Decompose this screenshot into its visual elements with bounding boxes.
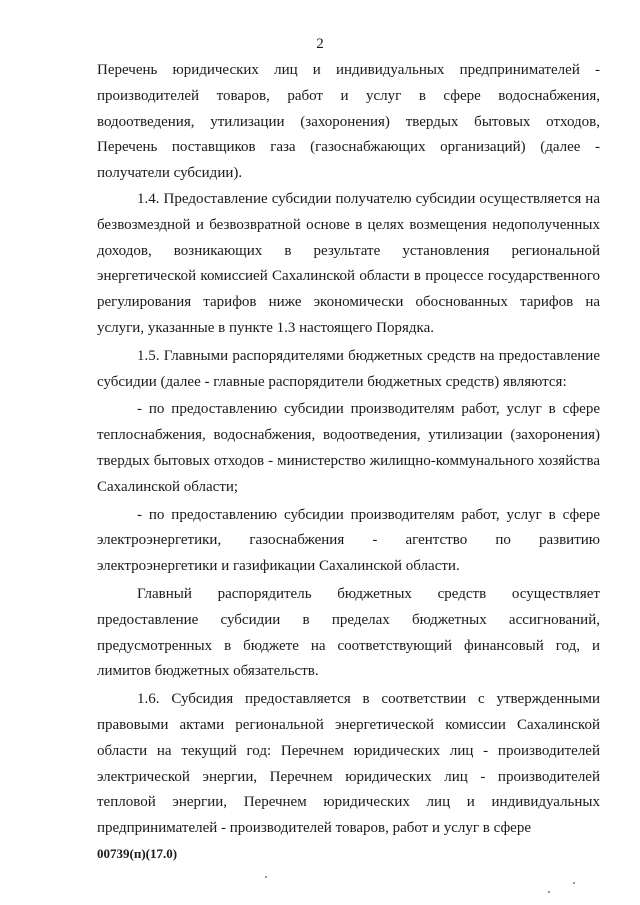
paragraph-heat-water-ministry: - по предоставлению субсидии производителям работ, услуг в сфере теплоснабжения, водоснабжения, водоотведения, утилизации (захоронения) твердых бытовых отходов - министерство жилищно-коммунального хозяйства Сахалинской области; <box>97 401 600 495</box>
paragraph-1-4: 1.4. Предоставление субсидии получателю субсидии осуществляется на безвозмездной и безвозвратной основе в целях возмещения недополученных доходов, возникающих в результате установления региональной энергетической комиссией Сахалинской области в процессе государственного регулирования тарифов ниже экономически обоснованных тарифов на услуги, указанные в пункте 1.3 настоящего Порядка. <box>97 190 600 336</box>
document-body <box>97 58 600 842</box>
document-code: 00739(п)(17.0) <box>97 846 178 861</box>
scan-speck <box>573 882 575 884</box>
paragraph-1-5: 1.5. Главными распорядителями бюджетных средств на предоставление субсидии (далее - главные распорядители бюджетных средств) являются: <box>97 347 600 390</box>
page-number: 2 <box>316 36 324 52</box>
scan-speck <box>548 891 550 893</box>
paragraph-main-distributor: Главный распорядитель бюджетных средств осуществляет предоставление субсидии в пределах бюджетных ассигнований, предусмотренных в бюджете на соответствующий финансовый год, и лимитов бюджетных обязательств. <box>97 585 600 680</box>
paragraph-recipients-list: Перечень юридических лиц и индивидуальных предпринимателей - производителей товаров, работ и услуг в сфере водоснабжения, водоотведения, утилизации (захоронения) твердых бытовых отходов, Перечень поставщиков газа (газоснабжающих организаций) (далее - получатели субсидии). <box>97 62 600 182</box>
paragraph-1-6: 1.6. Субсидия предоставляется в соответствии с утвержденными правовыми актами региональной энергетической комиссии Сахалинской области на текущий год: Перечнем юридических лиц - производителей электрической энергии, Перечнем юридических лиц - производителей тепловой энергии, Перечнем юридических лиц и индивидуальных предпринимателей - производителей товаров, работ и услуг в сфере <box>97 691 600 837</box>
paragraph-energy-agency: - по предоставлению субсидии производителям работ, услуг в сфере электроэнергетики, газоснабжения - агентство по развитию электроэнергетики и газификации Сахалинской области. <box>97 506 600 575</box>
scan-speck <box>265 876 267 878</box>
